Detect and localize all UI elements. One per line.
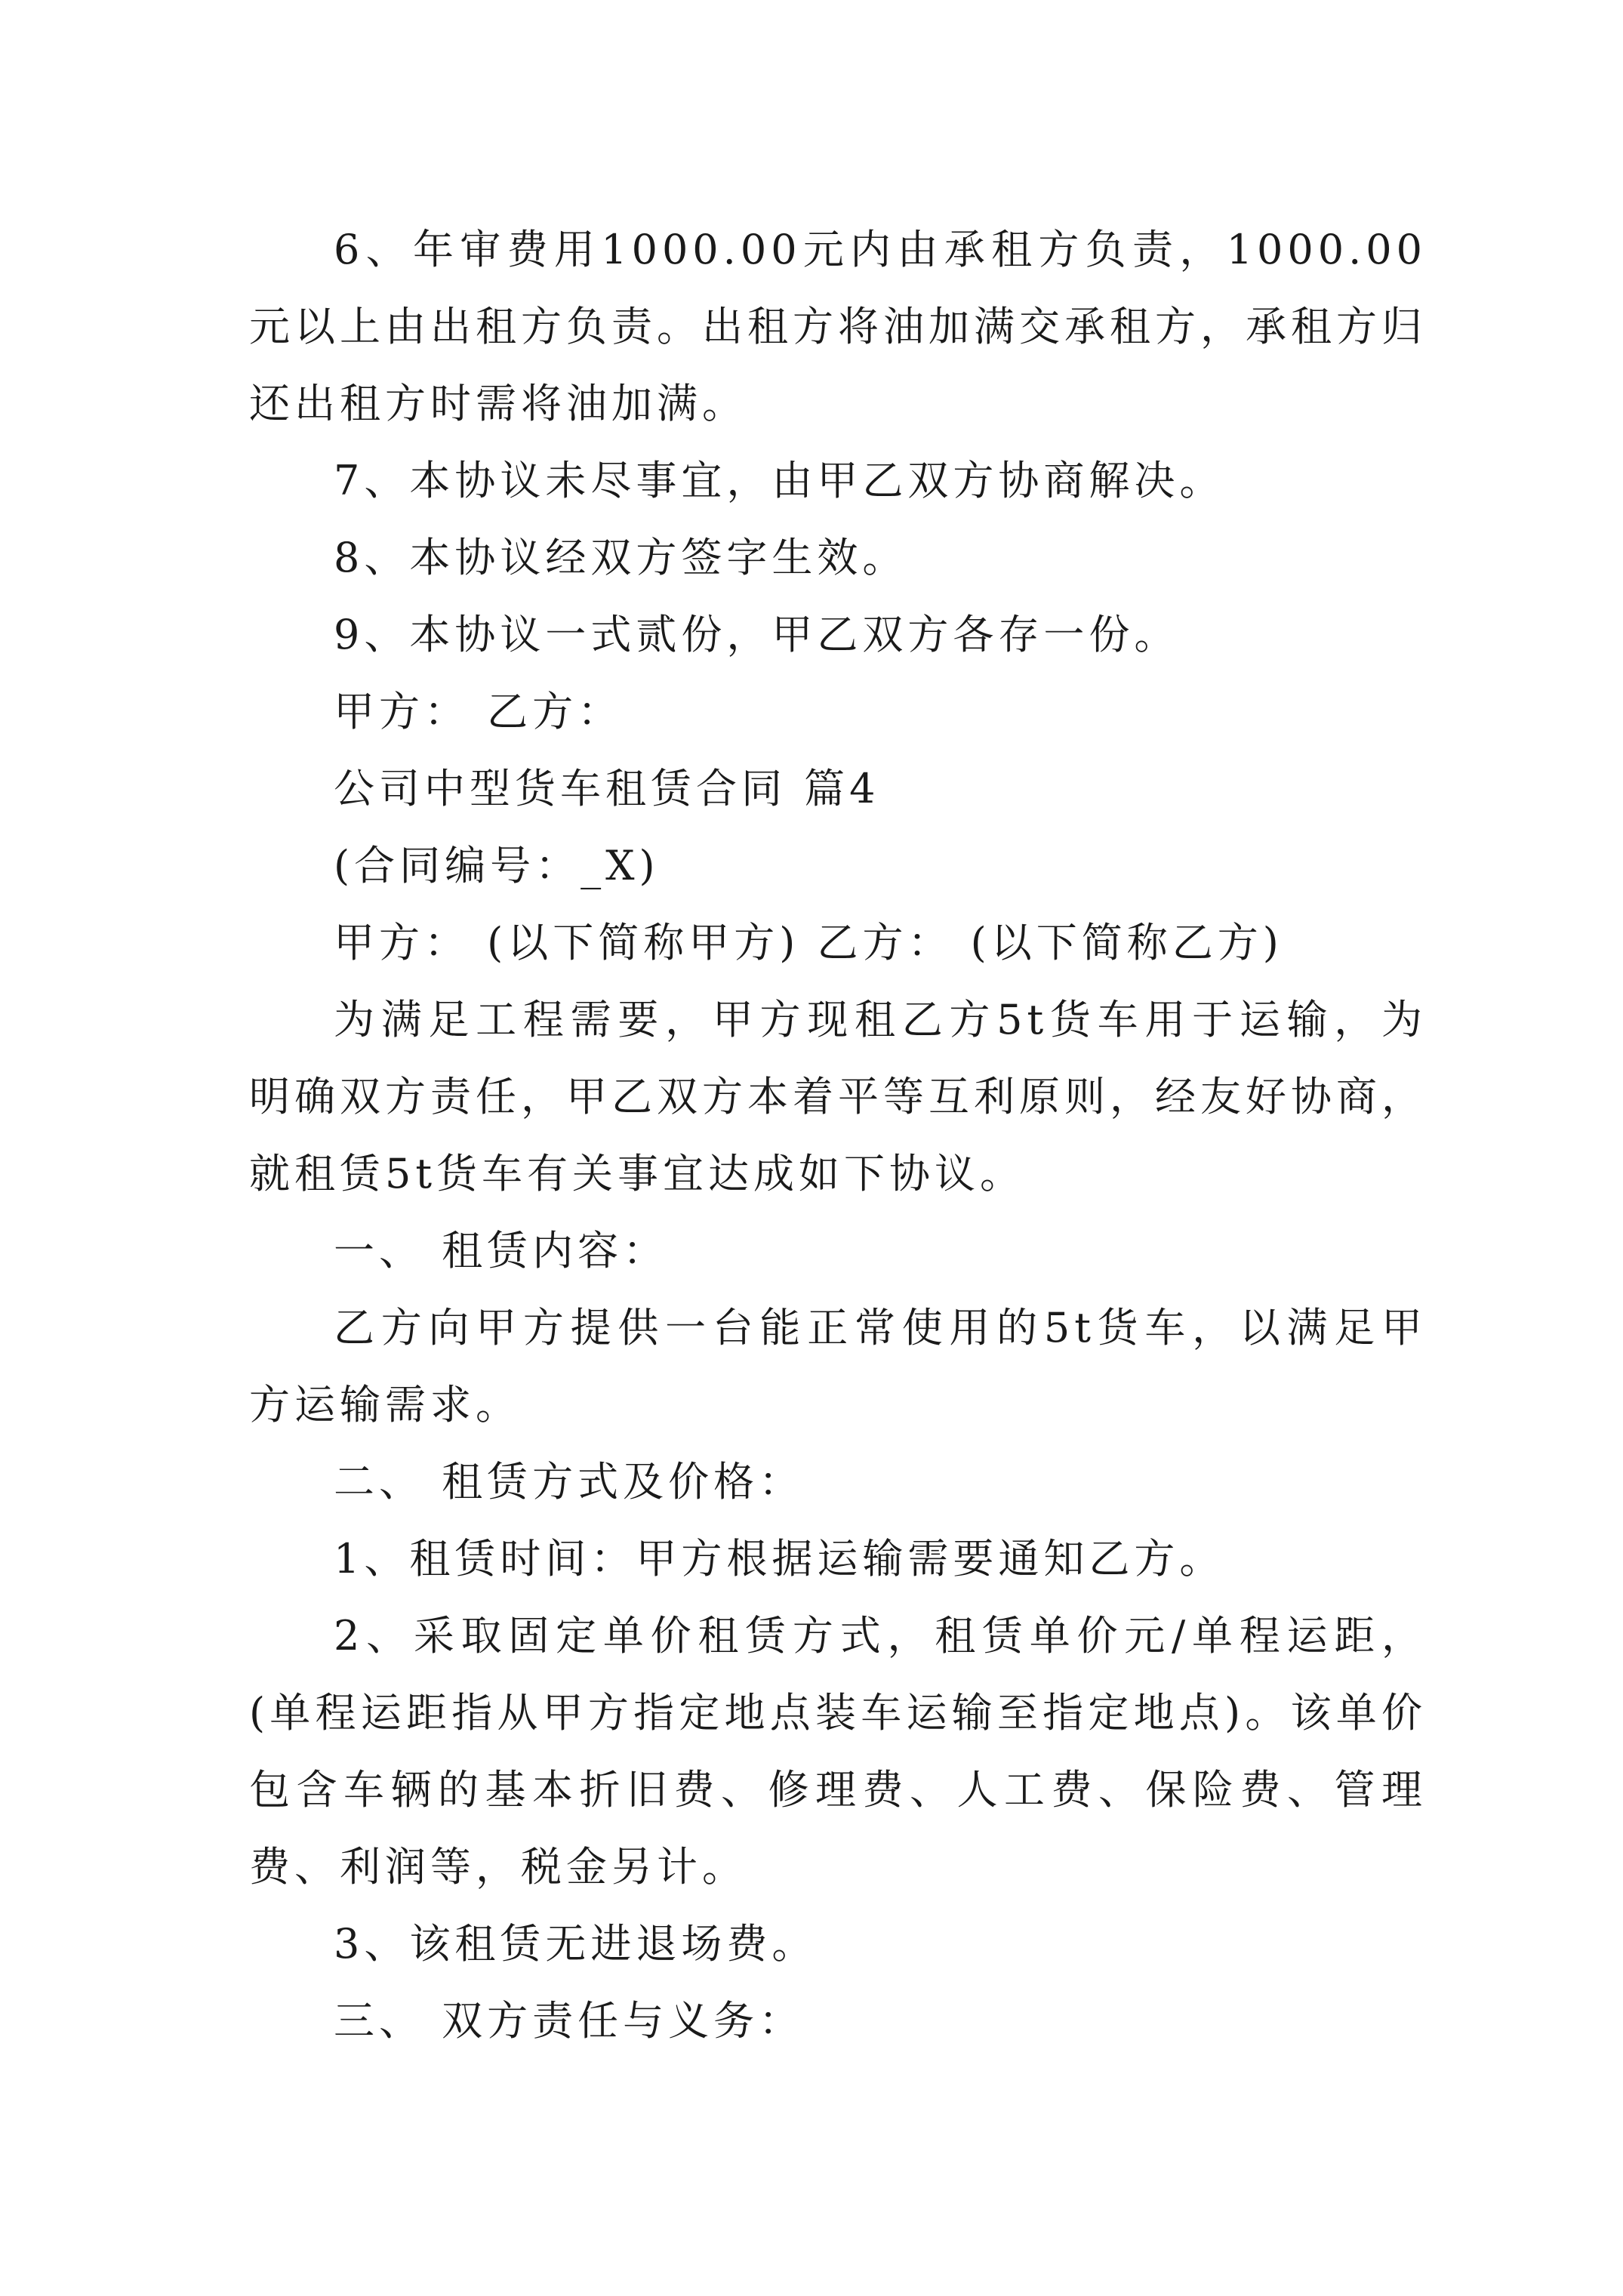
paragraph-lease-time: 1、租赁时间：甲方根据运输需要通知乙方。 [334,1535,1225,1583]
paragraph-clause-7: 7、本协议未尽事宜，由甲乙双方协商解决。 [334,457,1225,504]
paragraph-clause-9: 9、本协议一式贰份，甲乙双方各存一份。 [334,611,1180,658]
paragraph-clause-8: 8、本协议经双方签字生效。 [334,534,908,581]
paragraph-lease-content: 乙方向甲方提供一台能正常使用的5t货车，以满足甲方运输需求。 [249,1304,1427,1428]
contract-number: (合同编号：_X) [334,842,660,889]
document-body [249,211,1427,2060]
section-heading-responsibilities: 三、 双方责任与义务： [334,1997,805,2045]
paragraph-preamble: 为满足工程需要，甲方现租乙方5t货车用于运输，为明确双方责任，甲乙双方本着平等互利原则，经友好协商，就租赁5t货车有关事宜达成如下协议。 [249,996,1427,1197]
section-heading-lease-method-price: 二、 租赁方式及价格： [334,1458,805,1505]
contract-title: 公司中型货车租赁合同 篇4 [334,765,880,812]
parties-line: 甲方： (以下简称甲方) 乙方： (以下简称乙方) [334,919,1283,966]
signature-parties-line: 甲方： 乙方： [334,688,624,735]
paragraph-unit-price: 2、采取固定单价租赁方式，租赁单价元/单程运距，(单程运距指从甲方指定地点装车运输至指定地点)。该单价包含车辆的基本折旧费、修理费、人工费、保险费、管理费、利润等，税金另计。 [249,1612,1427,1891]
paragraph-no-entry-exit-fee: 3、该租赁无进退场费。 [334,1920,818,1968]
section-heading-lease-content: 一、 租赁内容： [334,1227,669,1274]
paragraph-annual-inspection-fee: 6、年审费用1000.00元内由承租方负责，1000.00元以上由出租方负责。出租方将油加满交承租方，承租方归还出租方时需将油加满。 [249,226,1427,427]
